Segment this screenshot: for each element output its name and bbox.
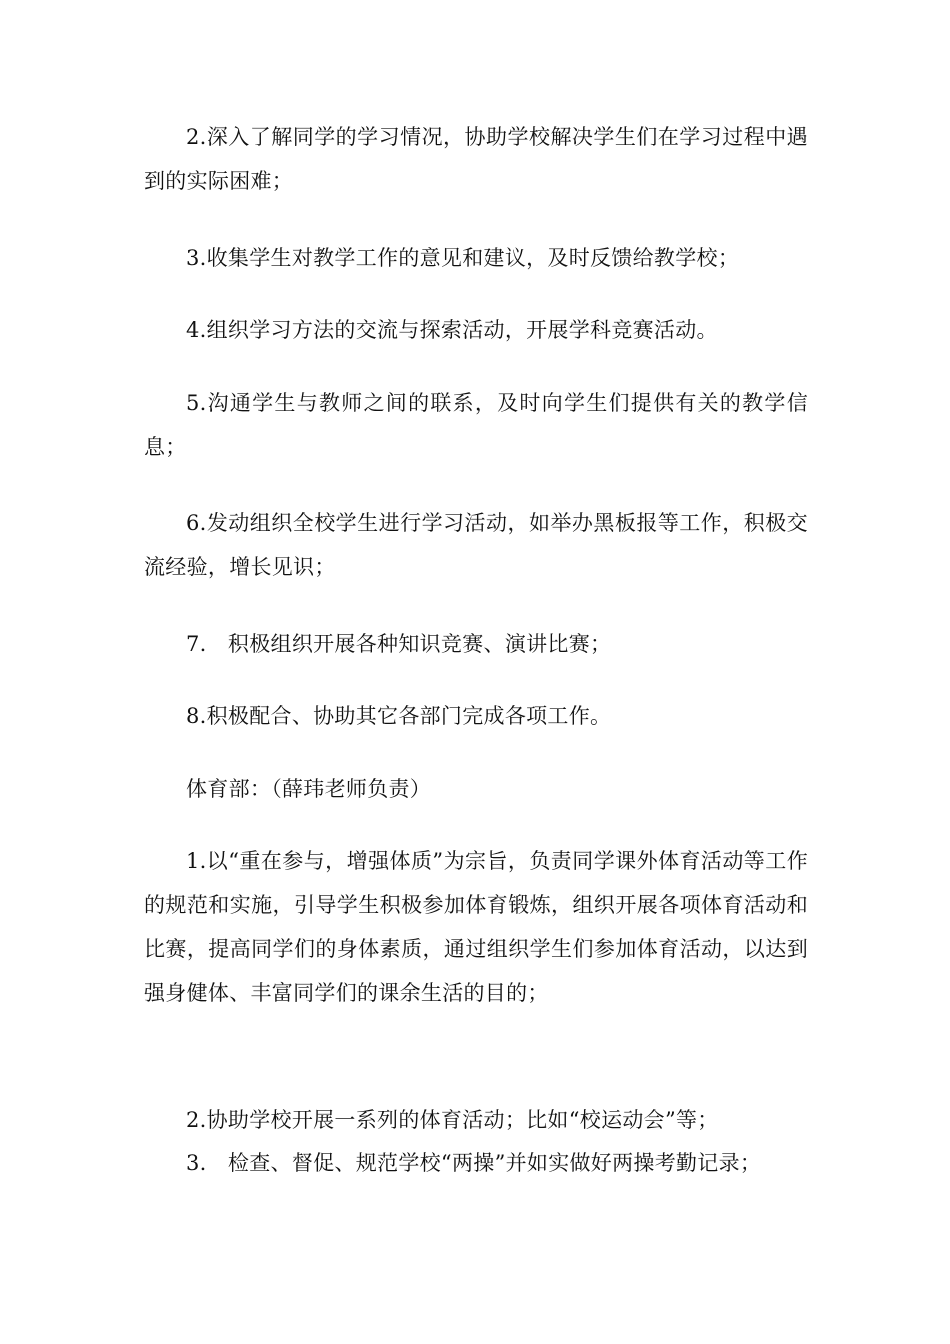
paragraph-sports-item-3: 3. 检查、督促、规范学校“两操”并如实做好两操考勤记录； [186,1151,762,1175]
section-heading-sports: 体育部：（薛玮老师负责） [186,777,432,801]
paragraph-study-item-8: 8.积极配合、协助其它各部门完成各项工作。 [186,704,612,728]
paragraph-study-item-2: 2.深入了解同学的学习情况，协助学校解决学生们在学习过程中遇到的实际困难； [144,125,808,193]
paragraph-study-item-4: 4.组织学习方法的交流与探索活动，开展学科竞赛活动。 [186,318,718,342]
paragraph-sports-item-2: 2.协助学校开展一系列的体育活动；比如“校运动会”等； [186,1108,719,1132]
paragraph-study-item-7: 7. 积极组织开展各种知识竞赛、演讲比赛； [186,632,612,656]
paragraph-study-item-6: 6.发动组织全校学生进行学习活动，如举办黑板报等工作，积极交流经验，增长见识； [144,511,808,579]
paragraph-study-item-3: 3.收集学生对教学工作的意见和建议，及时反馈给教学校； [186,246,740,270]
paragraph-sports-item-1: 1.以“重在参与，增强体质”为宗旨，负责同学课外体育活动等工作的规范和实施，引导学生积极参加体育锻炼，组织开展各项体育活动和比赛，提高同学们的身体素质，通过组织学生们参加体育活动，以达到强身健体、丰富同学们的课余生活的目的； [144,849,808,1005]
paragraph-study-item-5: 5.沟通学生与教师之间的联系，及时向学生们提供有关的教学信息； [144,391,808,459]
